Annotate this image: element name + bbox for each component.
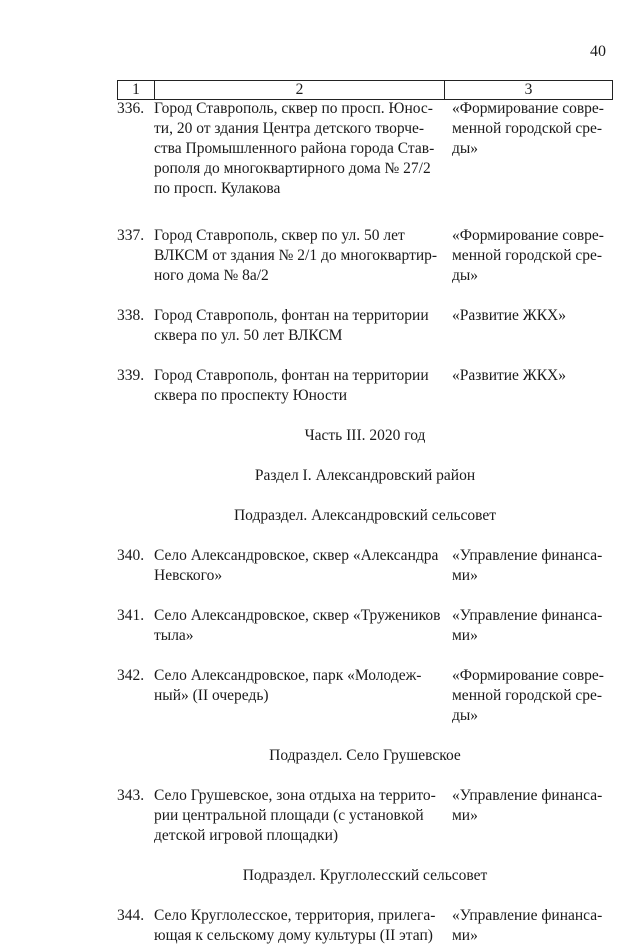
text-line: Село Грушевское, зона отдыха на террито- bbox=[154, 787, 436, 804]
subsection-heading: Подраздел. Село Грушевское bbox=[269, 747, 461, 764]
table-row bbox=[117, 99, 613, 199]
object-description bbox=[154, 546, 444, 586]
row-number: 341. bbox=[117, 607, 145, 624]
program-name bbox=[444, 606, 613, 646]
text-line: ми» bbox=[452, 627, 478, 644]
subsection-heading: Подраздел. Александровский сельсовет bbox=[233, 507, 497, 524]
text-line: «Развитие ЖКХ» bbox=[452, 307, 566, 324]
text-line: сквера по проспекту Юности bbox=[154, 387, 348, 404]
column-header-2: 2 bbox=[155, 81, 445, 100]
program-name bbox=[444, 786, 613, 846]
row-number: 340. bbox=[117, 547, 145, 564]
object-description bbox=[154, 786, 444, 846]
object-description bbox=[154, 306, 444, 346]
text-line: рополя до многоквартирного дома № 27/2 bbox=[154, 160, 431, 177]
row-number: 336. bbox=[117, 100, 145, 117]
text-line: «Управление финанса- bbox=[452, 607, 603, 624]
text-line: Город Ставрополь, сквер по просп. Юнос- bbox=[154, 100, 433, 117]
program-name bbox=[444, 546, 613, 586]
text-line: рии центральной площади (с установкой bbox=[154, 807, 424, 824]
row-number: 339. bbox=[117, 367, 145, 384]
program-name bbox=[444, 306, 613, 346]
part-heading: Часть III. 2020 год bbox=[304, 427, 426, 444]
text-line: Город Ставрополь, фонтан на территории bbox=[154, 367, 429, 384]
row-number: 344. bbox=[117, 907, 145, 924]
row-number: 342. bbox=[117, 667, 145, 684]
text-line: «Управление финанса- bbox=[452, 907, 603, 924]
text-line: тыла» bbox=[154, 627, 194, 644]
text-line: «Управление финанса- bbox=[452, 547, 603, 564]
text-line: «Формирование совре- bbox=[452, 100, 604, 117]
text-line: Село Александровское, сквер «Александра bbox=[154, 547, 439, 564]
text-line: ды» bbox=[452, 140, 479, 157]
content-body bbox=[117, 99, 613, 946]
page-number: 40 bbox=[590, 43, 606, 60]
row-number: 338. bbox=[117, 307, 145, 324]
text-line: ства Промышленного района города Став- bbox=[154, 140, 435, 157]
table-row bbox=[117, 666, 613, 726]
text-line: Город Ставрополь, фонтан на территории bbox=[154, 307, 429, 324]
text-line: «Формирование совре- bbox=[452, 667, 604, 684]
text-line: детской игровой площадки) bbox=[154, 827, 339, 844]
table-row bbox=[117, 906, 613, 946]
object-description bbox=[154, 226, 444, 286]
text-line: менной городской сре- bbox=[452, 687, 603, 704]
column-header-table bbox=[117, 80, 613, 100]
subsection-heading: Подраздел. Круглолесский сельсовет bbox=[242, 867, 488, 884]
text-line: менной городской сре- bbox=[452, 247, 603, 264]
object-description bbox=[154, 99, 444, 199]
text-line: менной городской сре- bbox=[452, 120, 603, 137]
text-line: ющая к сельскому дому культуры (II этап) bbox=[154, 927, 433, 944]
table-row bbox=[117, 226, 613, 286]
object-description bbox=[154, 666, 444, 726]
text-line: Город Ставрополь, сквер по ул. 50 лет bbox=[154, 227, 405, 244]
text-line: «Развитие ЖКХ» bbox=[452, 367, 566, 384]
text-line: ВЛКСМ от здания № 2/1 до многоквартир- bbox=[154, 247, 438, 264]
program-name bbox=[444, 366, 613, 406]
table-row bbox=[117, 786, 613, 846]
program-name bbox=[444, 226, 613, 286]
object-description bbox=[154, 606, 444, 646]
table-row bbox=[117, 366, 613, 406]
column-header-1: 1 bbox=[118, 81, 155, 100]
column-header-3: 3 bbox=[445, 81, 613, 100]
program-name bbox=[444, 666, 613, 726]
text-line: ды» bbox=[452, 267, 479, 284]
table-row bbox=[117, 606, 613, 646]
program-name bbox=[444, 906, 613, 946]
text-line: Село Александровское, парк «Молодеж- bbox=[154, 667, 422, 684]
program-name bbox=[444, 99, 613, 199]
object-description bbox=[154, 366, 444, 406]
text-line: Село Александровское, сквер «Тружеников bbox=[154, 607, 441, 624]
text-line: ми» bbox=[452, 927, 478, 944]
text-line: ный» (II очередь) bbox=[154, 687, 269, 704]
text-line: ми» bbox=[452, 567, 478, 584]
text-line: сквера по ул. 50 лет ВЛКСМ bbox=[154, 327, 343, 344]
section-heading: Раздел I. Александровский район bbox=[254, 467, 476, 484]
column-header-row bbox=[118, 81, 613, 100]
table-row bbox=[117, 546, 613, 586]
text-line: ного дома № 8а/2 bbox=[154, 267, 269, 284]
text-line: «Формирование совре- bbox=[452, 227, 604, 244]
text-line: Село Круглолесское, территория, прилега- bbox=[154, 907, 436, 924]
object-description bbox=[154, 906, 444, 946]
text-line: Невского» bbox=[154, 567, 223, 584]
text-line: ми» bbox=[452, 807, 478, 824]
table-row bbox=[117, 306, 613, 346]
text-line: ды» bbox=[452, 707, 479, 724]
text-line: по просп. Кулакова bbox=[154, 180, 281, 197]
text-line: ти, 20 от здания Центра детского творче- bbox=[154, 120, 425, 137]
row-number: 337. bbox=[117, 227, 145, 244]
row-number: 343. bbox=[117, 787, 145, 804]
text-line: «Управление финанса- bbox=[452, 787, 603, 804]
